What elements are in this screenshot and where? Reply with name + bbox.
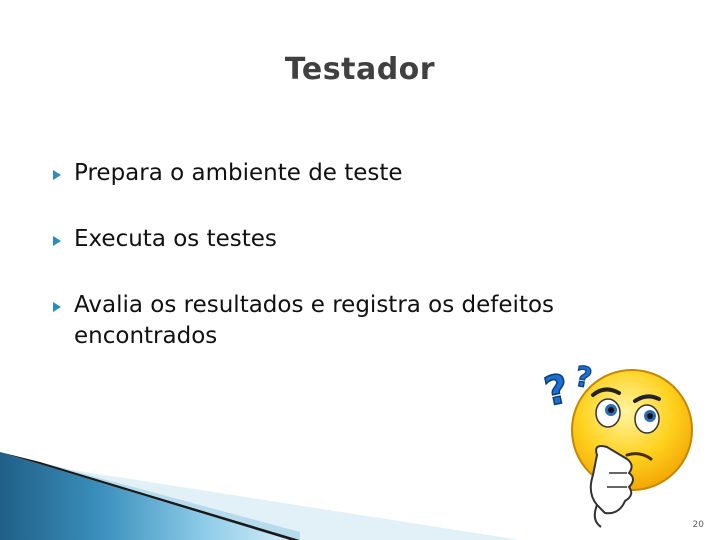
bullet-item (50, 290, 670, 352)
bullet-item (50, 224, 670, 255)
bullet-list (50, 158, 670, 387)
thinking-face-icon (535, 355, 700, 530)
bullet-text: Avalia os resultados e registra os defeitos encontrados (74, 292, 555, 349)
question-mark-icon: ? (572, 359, 595, 395)
triangle-bullet-icon (53, 302, 61, 312)
triangle-bullet-icon (53, 170, 61, 180)
slide-title: Testador (284, 52, 436, 87)
bullet-text: Prepara o ambiente de teste (74, 160, 403, 186)
bullet-item (50, 158, 670, 189)
bullet-text: Executa os testes (74, 226, 277, 252)
triangle-bullet-icon (53, 236, 61, 246)
page-number: 20 (692, 520, 704, 530)
question-mark-icon: ? (540, 365, 573, 416)
